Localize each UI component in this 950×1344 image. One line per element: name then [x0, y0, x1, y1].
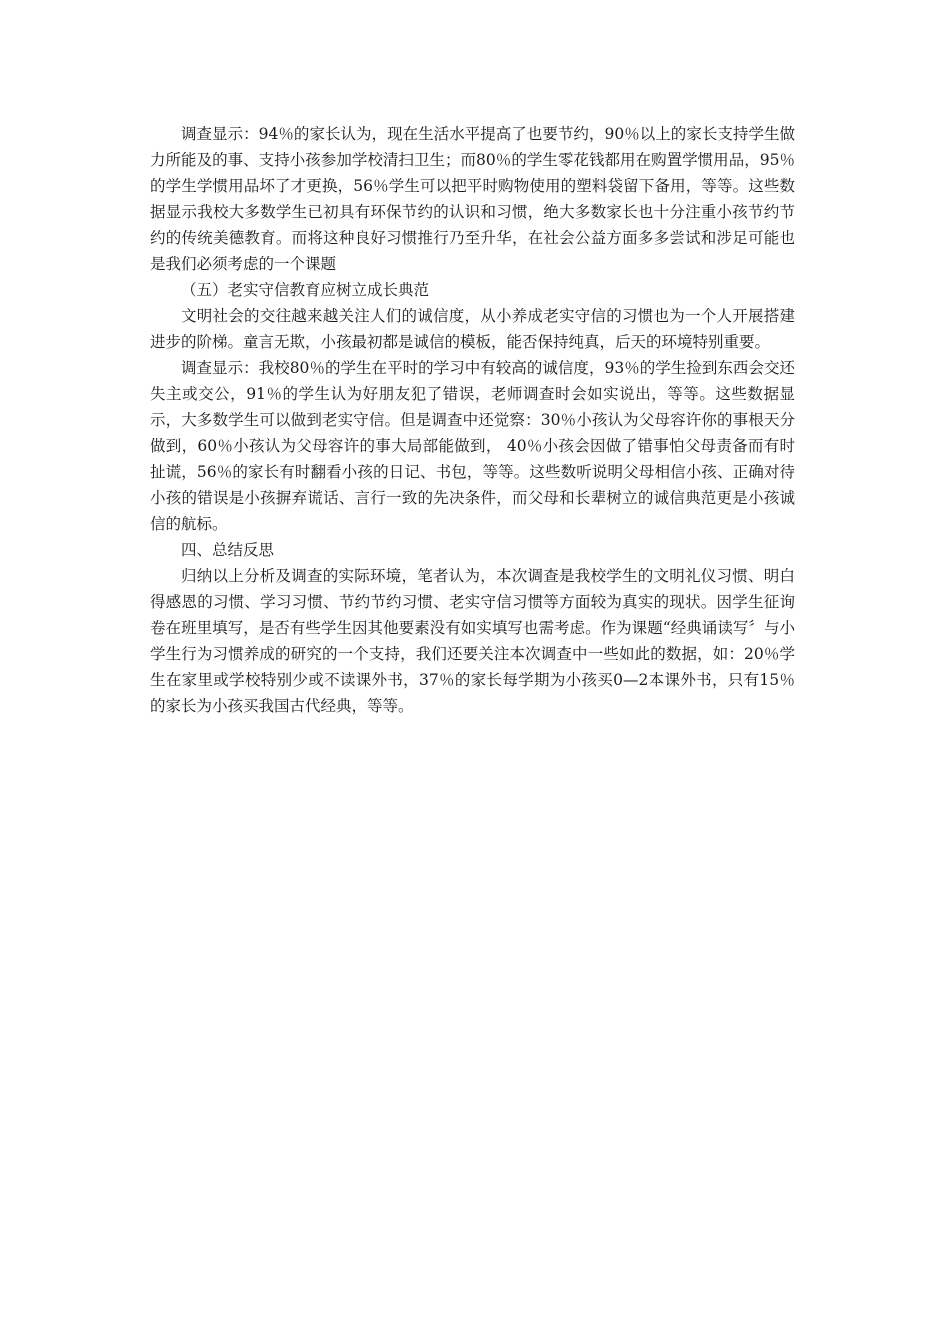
- section-heading-honesty: （五）老实守信教育应树立成长典范: [181, 281, 430, 299]
- paragraph-summary: 归纳以上分析及调查的实际环境，笔者认为，本次调查是我校学生的文明礼仪习惯、明白得感恩的习惯、学习习惯、节约节约习惯、老实守信习惯等方面较为真实的现状。因学生征询卷在班里填写，是否有些学生因其他要素没有如实填写也需考虑。作为课题“经典诵读写〞与小学生行为习惯养成的研究的一个支持，我们还要关注本次调查中一些如此的数据，如：20％学生在家里或学校特别少或不读课外书，37％的家长每学期为小孩买0—2本课外书，只有15％的家长为小孩买我国古代经典，等等。: [150, 567, 795, 715]
- paragraph-honesty-survey: 调查显示：我校80％的学生在平时的学习中有较高的诚信度，93％的学生捡到东西会交还失主或交公，91％的学生认为好朋友犯了错误，老师调查时会如实说出，等等。这些数据显示，大多数学生可以做到老实守信。但是调查中还觉察：30％小孩认为父母容许你的事根天分做到，60％小孩认为父母容许的事大局部能做到， 40％小孩会因做了错事怕父母责备而有时扯谎，56％的家长有时翻看小孩的日记、书包，等等。这些数听说明父母相信小孩、正确对待小孩的错误是小孩摒弃谎话、言行一致的先决条件，而父母和长辈树立的诚信典范更是小孩诚信的航标。: [150, 359, 795, 533]
- document-body: [150, 121, 795, 719]
- paragraph-honesty-intro: 文明社会的交往越来越关注人们的诚信度，从小养成老实守信的习惯也为一个人开展搭建进步的阶梯。童言无欺，小孩最初都是诚信的模板，能否保持纯真，后天的环境特别重要。: [150, 307, 795, 351]
- section-heading-summary: 四、总结反思: [181, 541, 275, 559]
- paragraph-saving-survey: 调查显示：94％的家长认为，现在生活水平提高了也要节约，90％以上的家长支持学生做力所能及的事、支持小孩参加学校清扫卫生；而80％的学生零花钱都用在购置学惯用品，95％的学生学惯用品坏了才更换，56％学生可以把平时购物使用的塑料袋留下备用，等等。这些数据显示我校大多数学生已初具有环保节约的认识和习惯，绝大多数家长也十分注重小孩节约节约的传统美德教育。而将这种良好习惯推行乃至升华，在社会公益方面多多尝试和涉足可能也是我们必须考虑的一个课题: [150, 125, 795, 273]
